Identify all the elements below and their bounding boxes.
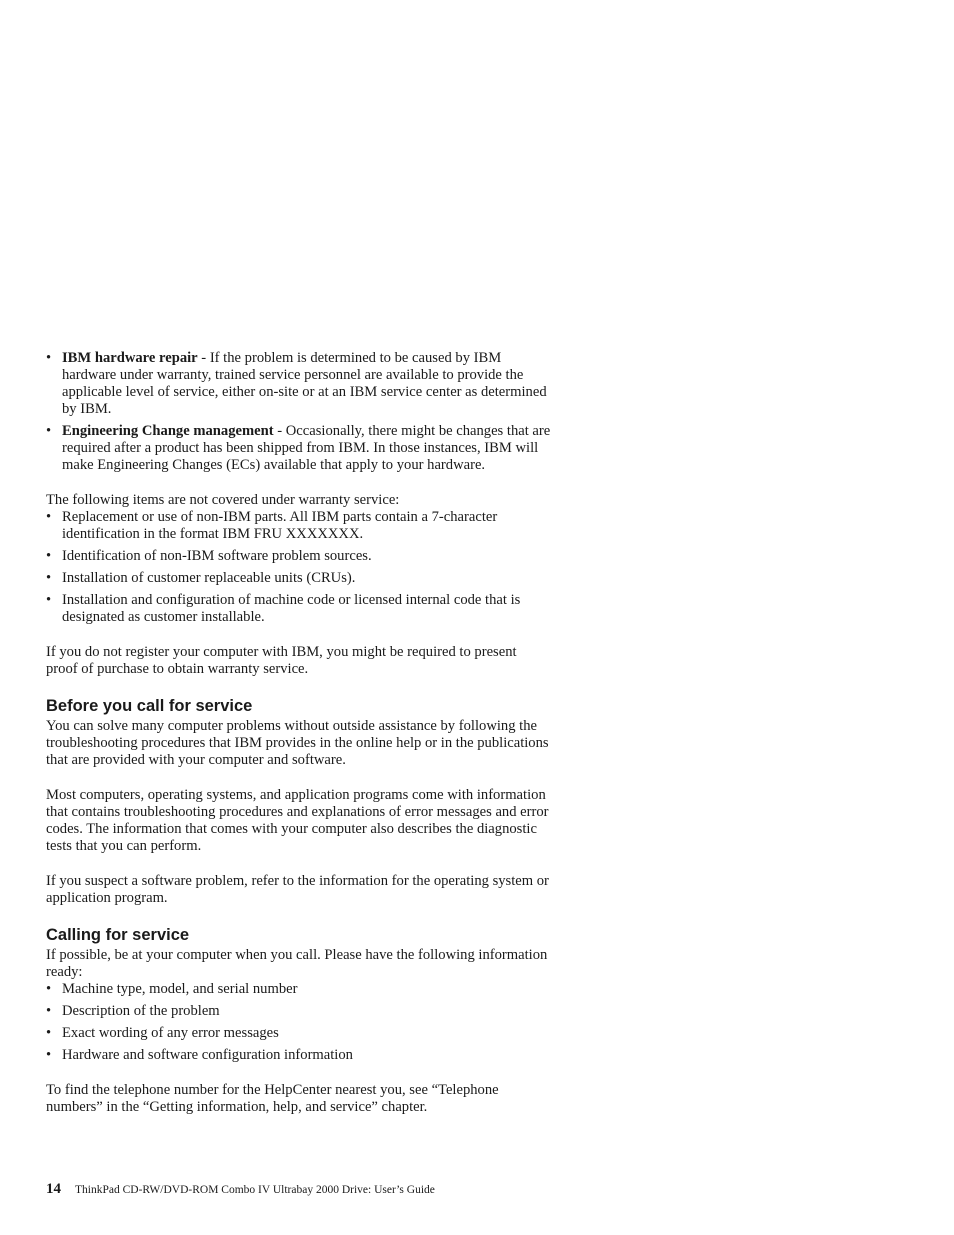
paragraph: To find the telephone number for the HelpCenter nearest you, see “Telephone numbers” in the “Getting information, help, and service” chapter.: [46, 1082, 499, 1115]
paragraph: If you suspect a software problem, refer to the information for the operating system or application program.: [46, 873, 549, 906]
not-covered-intro: The following items are not covered under warranty service:: [46, 492, 400, 508]
footer-title: ThinkPad CD-RW/DVD-ROM Combo IV Ultrabay 2000 Drive: User’s Guide: [75, 1184, 435, 1196]
list-item: [46, 423, 551, 474]
list-item: • Identification of non-IBM software problem sources.: [46, 548, 551, 565]
page-number: 14: [46, 1181, 61, 1197]
bullet-term: IBM hardware repair: [62, 350, 198, 366]
list-item: [46, 350, 551, 418]
page-content: [46, 350, 551, 1116]
list-item: • Replacement or use of non-IBM parts. All IBM parts contain a 7-character identification in the format IBM FRU XXXXXXX.: [46, 509, 551, 543]
paragraph: You can solve many computer problems without outside assistance by following the troubleshooting procedures that IBM provides in the online help or in the publications that are provided with your computer and software.: [46, 718, 549, 768]
list-item: • Exact wording of any error messages: [46, 1025, 551, 1042]
warranty-service-list: [46, 350, 551, 474]
paragraph: Most computers, operating systems, and application programs come with information that contains troubleshooting procedures and explanations of error messages and error codes. The information that comes with your computer also describes the diagnostic tests that you can perform.: [46, 787, 549, 854]
bullet-term: Engineering Change management: [62, 423, 274, 439]
section-heading-calling: Calling for service: [46, 926, 190, 944]
bullet-text: - Occasionally, there might be changes that are required after a product has been shipped from IBM. In those instances, IBM will make Engineering Changes (ECs) available that apply to your hardware.: [62, 423, 551, 473]
paragraph: If possible, be at your computer when you call. Please have the following information ready:: [46, 947, 548, 980]
section-heading-before-call: Before you call for service: [46, 697, 253, 715]
list-item: • Description of the problem: [46, 1003, 551, 1020]
list-item: • Installation of customer replaceable units (CRUs).: [46, 570, 551, 587]
register-note: If you do not register your computer with IBM, you might be required to present proof of purchase to obtain warranty service.: [46, 644, 517, 677]
list-item: • Machine type, model, and serial number: [46, 981, 551, 998]
list-item: • Installation and configuration of machine code or licensed internal code that is designated as customer installable.: [46, 592, 551, 626]
calling-checklist: [46, 981, 551, 1064]
list-item: • Hardware and software configuration information: [46, 1047, 551, 1064]
page-footer: [46, 1181, 435, 1199]
bullet-text: - If the problem is determined to be caused by IBM hardware under warranty, trained service personnel are available to provide the applicable level of service, either on-site or at an IBM service center as determined by IBM.: [62, 350, 547, 417]
not-covered-list: [46, 509, 551, 626]
